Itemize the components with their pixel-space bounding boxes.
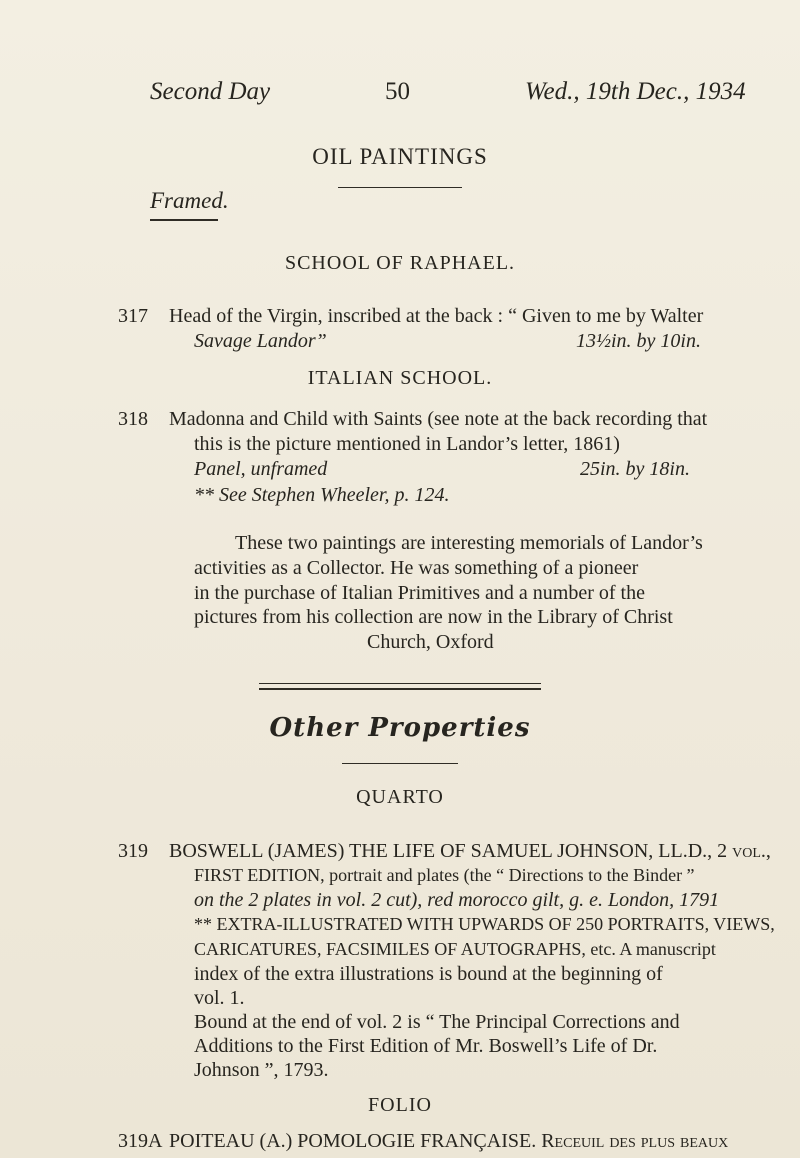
lot-number: 317	[118, 305, 148, 327]
quarto-heading: QUARTO	[356, 786, 444, 808]
lot-dimensions: 13½in. by 10in.	[576, 330, 701, 352]
lot-description: Additions to the First Edition of Mr. Boswell’s Life of Dr.	[194, 1035, 658, 1057]
lot-description: Panel, unframed	[194, 458, 328, 480]
lot-number: 318	[118, 408, 148, 430]
header-day: Second Day	[150, 78, 271, 105]
lot-description: CARICATURES, FACSIMILES OF AUTOGRAPHS, etc. A manuscript	[194, 939, 716, 959]
lot-number: 319A	[118, 1130, 163, 1152]
lot-description: BOSWELL (JAMES) THE LIFE OF SAMUEL JOHNSON, LL.D., 2 vol.,	[169, 840, 771, 862]
header-date: Wed., 19th Dec., 1934	[525, 78, 746, 105]
lot-reference: ** See Stephen Wheeler, p. 124.	[194, 484, 450, 506]
lot-description: POITEAU (A.) POMOLOGIE FRANÇAISE. Receuil des plus beaux	[169, 1130, 729, 1152]
note-line: activities as a Collector. He was something of a pioneer	[194, 557, 639, 579]
lot-description: vol. 1.	[194, 987, 245, 1009]
note-line: Church, Oxford	[367, 631, 494, 653]
folio-heading: FOLIO	[368, 1094, 432, 1116]
framed-rule	[150, 219, 218, 221]
framed-label: Framed.	[150, 188, 229, 213]
lot-description: this is the picture mentioned in Landor’s letter, 1861)	[194, 433, 620, 455]
lot-number: 319	[118, 840, 148, 862]
lot-description: Madonna and Child with Saints (see note at the back recording that	[169, 408, 708, 430]
heading-rule	[342, 763, 458, 764]
title-rule	[338, 187, 462, 188]
note-line: in the purchase of Italian Primitives and a number of the	[194, 582, 645, 604]
divider-rule	[259, 688, 541, 690]
lot-dimensions: 25in. by 18in.	[580, 458, 690, 480]
lot-description: Head of the Virgin, inscribed at the back : “ Given to me by Walter	[169, 305, 704, 327]
school-heading-italian: ITALIAN SCHOOL.	[307, 367, 493, 389]
other-properties-heading: Other Properties	[269, 713, 531, 743]
school-heading-raphael: SCHOOL OF RAPHAEL.	[284, 252, 516, 274]
section-title: OIL PAINTINGS	[312, 144, 488, 169]
lot-description: FIRST EDITION, portrait and plates (the “ Directions to the Binder ”	[194, 865, 695, 885]
lot-description: on the 2 plates in vol. 2 cut), red morocco gilt, g. e. London, 1791	[194, 889, 720, 911]
lot-description: index of the extra illustrations is bound at the beginning of	[194, 963, 663, 985]
note-line: These two paintings are interesting memorials of Landor’s	[235, 532, 703, 554]
note-line: pictures from his collection are now in the Library of Christ	[194, 606, 673, 628]
lot-description: Johnson ”, 1793.	[194, 1059, 329, 1081]
divider-rule	[259, 683, 541, 684]
lot-description: Savage Landor”	[194, 330, 327, 352]
lot-description: ** EXTRA-ILLUSTRATED WITH UPWARDS OF 250 PORTRAITS, VIEWS,	[194, 914, 775, 934]
lot-description: Bound at the end of vol. 2 is “ The Principal Corrections and	[194, 1011, 680, 1033]
page-number: 50	[385, 78, 410, 105]
